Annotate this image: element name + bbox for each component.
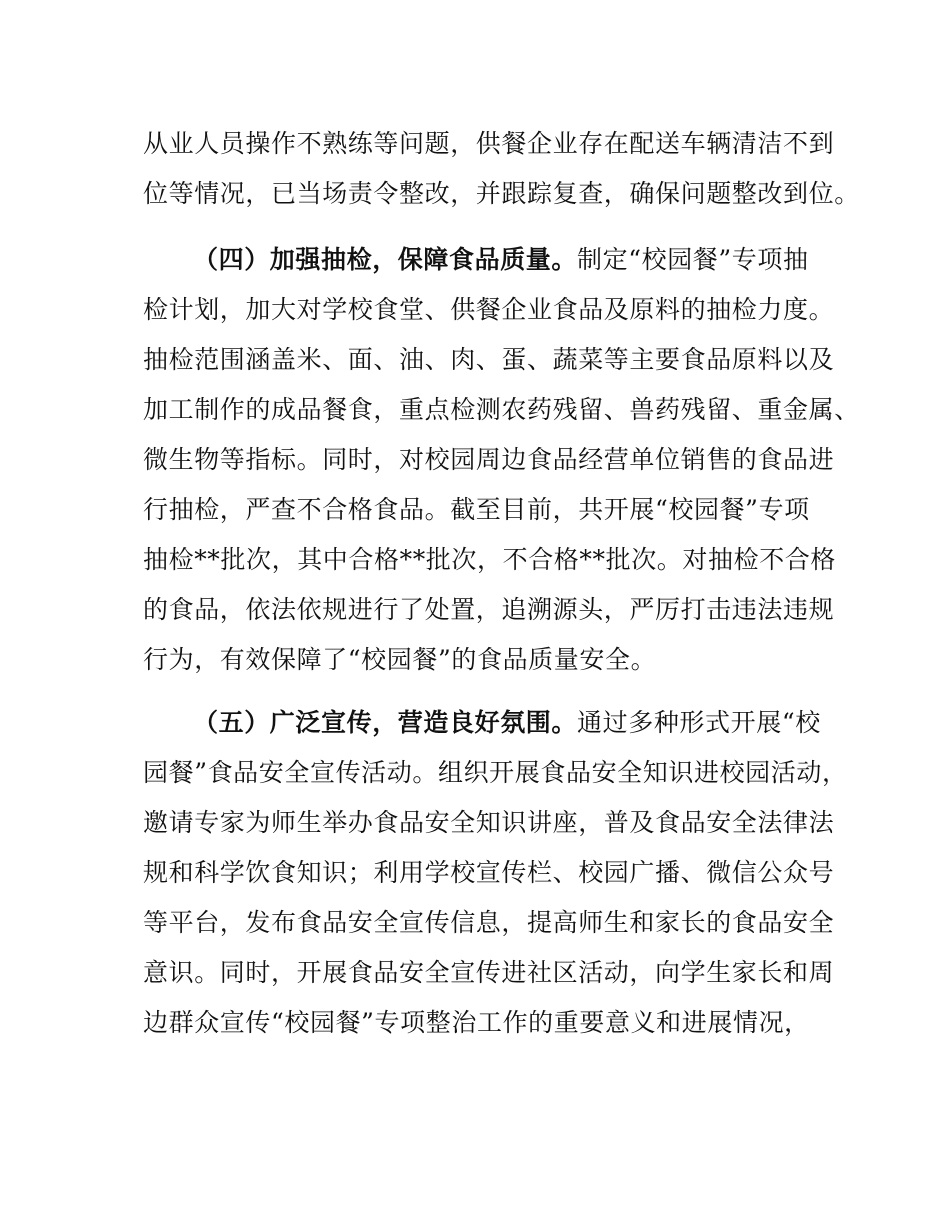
section-heading-4: （四）加强抽检，保障食品质量。 xyxy=(193,245,578,274)
paragraph-2-line-3: 抽检范围涵盖米、面、油、肉、蛋、蔬菜等主要食品原料以及 xyxy=(143,345,835,374)
paragraph-1-line-2: 位等情况，已当场责令整改，并跟踪复查，确保问题整改到位。 xyxy=(143,179,860,208)
paragraph-2-line-2: 检计划，加大对学校食堂、供餐企业食品及原料的抽检力度。 xyxy=(143,295,835,324)
paragraph-3-line-5: 等平台，发布食品安全宣传信息，提高师生和家长的食品安全 xyxy=(143,908,835,937)
paragraph-1-line-1: 从业人员操作不熟练等问题，供餐企业存在配送车辆清洁不到 xyxy=(143,129,835,158)
paragraph-2-line-6: 行抽检，严查不合格食品。截至目前，共开展“校园餐”专项 xyxy=(143,495,810,524)
paragraph-3-first-line-text: 通过多种形式开展“校 xyxy=(577,708,821,737)
paragraph-2-line-1 xyxy=(193,240,809,280)
paragraph-3-line-1 xyxy=(193,703,821,743)
section-heading-5: （五）广泛宣传，营造良好氛围。 xyxy=(193,708,578,737)
paragraph-2-line-9: 行为，有效保障了“校园餐”的食品质量安全。 xyxy=(143,645,657,674)
paragraph-3-line-2: 园餐”食品安全宣传活动。组织开展食品安全知识进校园活动， xyxy=(143,758,848,787)
paragraph-3-line-3: 邀请专家为师生举办食品安全知识讲座，普及食品安全法律法 xyxy=(143,808,835,837)
paragraph-2-first-line-text: 制定“校园餐”专项抽 xyxy=(577,245,809,274)
paragraph-2-line-5: 微生物等指标。同时，对校园周边食品经营单位销售的食品进 xyxy=(143,445,835,474)
paragraph-3-line-7: 边群众宣传“校园餐”专项整治工作的重要意义和进展情况， xyxy=(143,1008,810,1037)
paragraph-3-line-6: 意识。同时，开展食品安全宣传进社区活动，向学生家长和周 xyxy=(143,958,835,987)
paragraph-2-line-7: 抽检**批次，其中合格**批次，不合格**批次。对抽检不合格 xyxy=(143,545,837,574)
paragraph-2-line-4: 加工制作的成品餐食，重点检测农药残留、兽药残留、重金属、 xyxy=(143,395,860,424)
paragraph-3-line-4: 规和科学饮食知识；利用学校宣传栏、校园广播、微信公众号 xyxy=(143,858,835,887)
paragraph-2-line-8: 的食品，依法依规进行了处置，追溯源头，严厉打击违法违规 xyxy=(143,595,835,624)
